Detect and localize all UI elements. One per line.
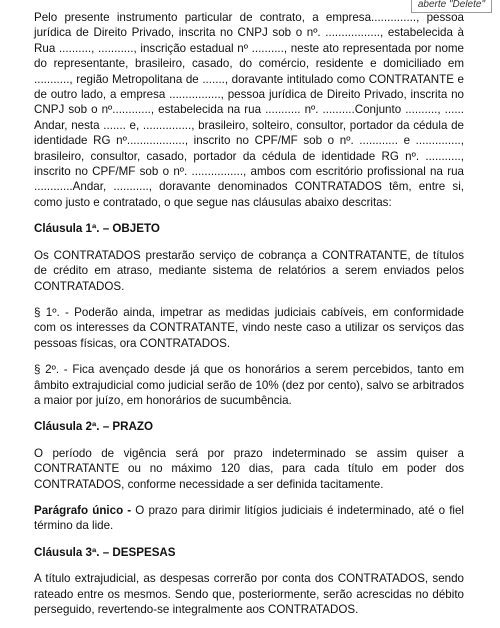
corner-tag: aberte "Delete" (411, 0, 492, 13)
clause-2-single-paragraph (34, 503, 464, 534)
single-paragraph-label: Parágrafo único - (34, 503, 132, 517)
clause-1-title: Cláusula 1ª. – OBJETO (34, 222, 160, 236)
clause-1-body: Os CONTRATADOS prestarão serviço de cobrança a CONTRATANTE, de títulos de crédito em atraso, mediante sistema de relatórios a serem enviados pelos CONTRATADOS. (34, 248, 464, 293)
clause-2-body: O período de vigência será por prazo indeterminado se assim quiser a CONTRATANTE ou no máximo 120 dias, para cada título em poder dos CONTRATADOS, conforme necessidade a ser definida tacitamente. (34, 446, 464, 491)
clause-3-body: A título extrajudicial, as despesas correrão por conta dos CONTRATADOS, sendo rateado entre os mesmos. Sendo que, posteriormente, serão acrescidas no débito perseguido, revertendo-se integralmente aos CONTRATADOS. (34, 572, 464, 616)
contract-text (34, 10, 464, 628)
single-paragraph-body: O prazo para dirimir litígios judiciais é indeterminado, até o fiel término da lide. (34, 503, 465, 533)
clause-1-paragraph-2: § 2º. - Fica avençado desde já que os honorários a serem percebidos, tanto em âmbito extrajudicial como judicial serão de 10% (dez por cento), salvo se arbitrados a maior por juízo, em honorários de sucumbência. (34, 363, 464, 407)
clause-1-paragraph-1: § 1º. - Poderão ainda, impetrar as medidas judiciais cabíveis, em conformidade com os interesses da CONTRATANTE, vindo neste caso a utilizar os serviços das pessoas físicas, ora CONTRATADOS. (34, 305, 464, 350)
intro-paragraph: Pelo presente instrumento particular de contrato, a empresa.............., pessoa jurídica de Direito Privado, inscrita no CNPJ sob o nº. ................., estabelecida à Rua .........., ..........., inscrição estadual nº .........., neste ato representada por nome do representante, brasileiro, casado, do comércio, residente e domiciliado em ..........., região Metropolitana de ......., doravante intitulado como CONTRATANTE e de outro lado, a empresa ................, pessoa jurídica de Direito Privado, inscrita no CNPJ sob o nº............, estabelecida na rua ........... nº. ..........Conjunto .........., ...... Andar, nesta ....... e, ..............., brasileiro, solteiro, consultor, portador da cédula de identidade RG nº.................., inscrito no CPF/MF sob o nº. ............ e .............., brasileiro, consultor, casado, portador da cédula de identidade RG nº. ..........., inscrito no CPF/MF sob o nº. ................, ambos com escritório profissional na rua ............Andar, ..........., doravante denominados CONTRATADOS têm, entre si, como justo e contratado, o que segue nas cláusulas abaixo descritas: (34, 11, 464, 209)
clause-3-title: Cláusula 3ª. – DESPESAS (34, 545, 176, 559)
clause-2-title: Cláusula 2ª. – PRAZO (34, 420, 153, 434)
